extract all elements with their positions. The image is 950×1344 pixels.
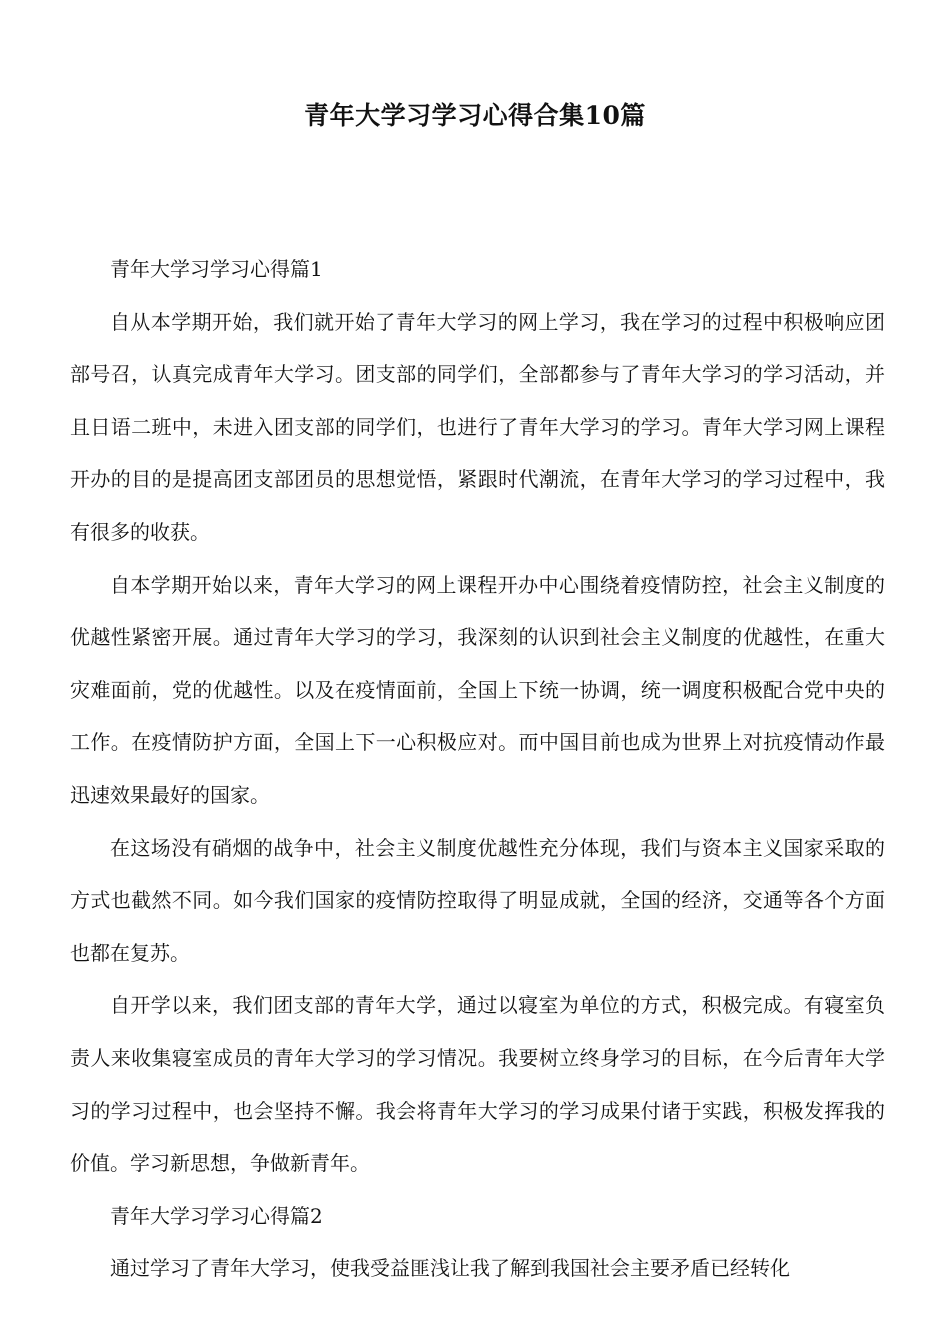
section-heading: 青年大学习学习心得篇1: [110, 257, 323, 281]
paragraph: 自从本学期开始，我们就开始了青年大学习的网上学习，我在学习的过程中积极响应团部号召，认真完成青年大学习。团支部的同学们，全部都参与了青年大学习的学习活动，并且日语二班中，未进入团支部的同学们，也进行了青年大学习的学习。青年大学习网上课程开办的目的是提高团支部团员的思想觉悟，紧跟时代潮流，在青年大学习的学习过程中，我有很多的收获。: [70, 309, 885, 544]
paragraph: 自本学期开始以来，青年大学习的网上课程开办中心围绕着疫情防控，社会主义制度的优越性紧密开展。通过青年大学习的学习，我深刻的认识到社会主义制度的优越性，在重大灾难面前，党的优越性。以及在疫情面前，全国上下统一协调，统一调度积极配合党中央的工作。在疫情防护方面，全国上下一心积极应对。而中国目前也成为世界上对抗疫情动作最迅速效果最好的国家。: [70, 572, 885, 807]
paragraph: 在这场没有硝烟的战争中，社会主义制度优越性充分体现，我们与资本主义国家采取的方式也截然不同。如今我们国家的疫情防控取得了明显成就，全国的经济，交通等各个方面也都在复苏。: [70, 835, 885, 965]
paragraph: 自开学以来，我们团支部的青年大学，通过以寝室为单位的方式，积极完成。有寝室负责人来收集寝室成员的青年大学习的学习情况。我要树立终身学习的目标，在今后青年大学习的学习过程中，也会坚持不懈。我会将青年大学习的学习成果付诸于实践，积极发挥我的价值。学习新思想，争做新青年。: [70, 993, 885, 1176]
paragraph: 通过学习了青年大学习，使我受益匪浅让我了解到我国社会主要矛盾已经转化: [110, 1256, 790, 1281]
document-body: [70, 243, 885, 1295]
document-title: 青年大学习学习心得合集10篇: [304, 101, 646, 130]
section-heading: 青年大学习学习心得篇2: [110, 1203, 323, 1228]
